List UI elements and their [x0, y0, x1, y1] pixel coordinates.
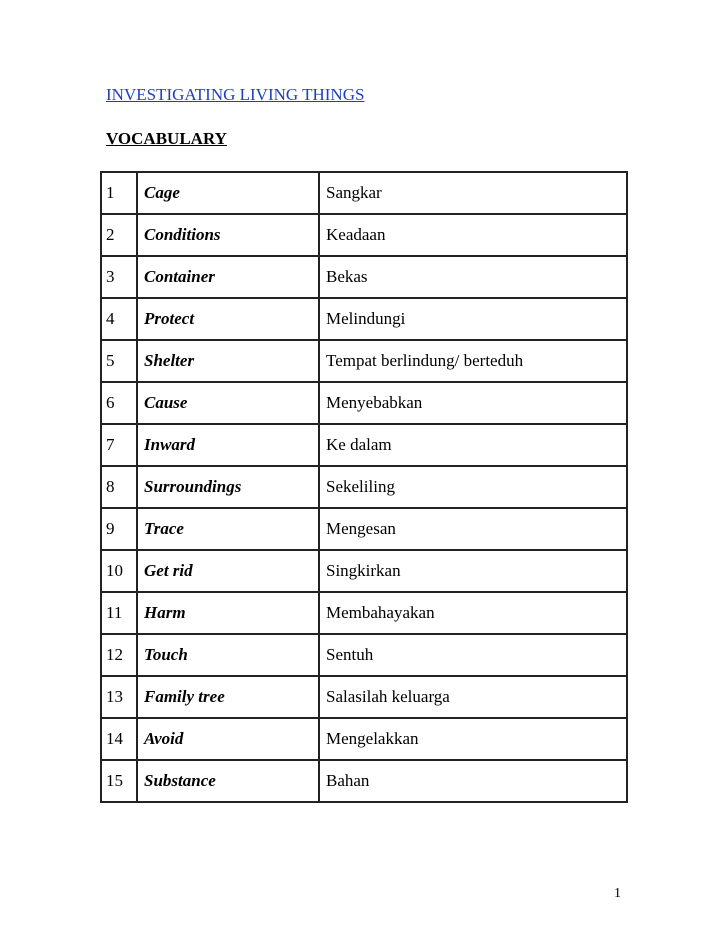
malay-translation: Bahan	[319, 760, 627, 802]
row-number: 3	[101, 256, 137, 298]
english-word: Trace	[137, 508, 319, 550]
table-row	[101, 256, 627, 298]
table-row	[101, 508, 627, 550]
table-row	[101, 172, 627, 214]
malay-translation: Sentuh	[319, 634, 627, 676]
row-number: 5	[101, 340, 137, 382]
malay-translation: Bekas	[319, 256, 627, 298]
english-word: Container	[137, 256, 319, 298]
english-word: Inward	[137, 424, 319, 466]
row-number: 4	[101, 298, 137, 340]
row-number: 10	[101, 550, 137, 592]
english-word: Get rid	[137, 550, 319, 592]
malay-translation: Membahayakan	[319, 592, 627, 634]
row-number: 7	[101, 424, 137, 466]
english-word: Avoid	[137, 718, 319, 760]
malay-translation: Singkirkan	[319, 550, 627, 592]
malay-translation: Mengelakkan	[319, 718, 627, 760]
table-row	[101, 718, 627, 760]
english-word: Conditions	[137, 214, 319, 256]
table-row	[101, 382, 627, 424]
english-word: Touch	[137, 634, 319, 676]
table-row	[101, 676, 627, 718]
table-row	[101, 760, 627, 802]
table-row	[101, 550, 627, 592]
malay-translation: Menyebabkan	[319, 382, 627, 424]
malay-translation: Mengesan	[319, 508, 627, 550]
english-word: Protect	[137, 298, 319, 340]
english-word: Cage	[137, 172, 319, 214]
table-row	[101, 424, 627, 466]
malay-translation: Keadaan	[319, 214, 627, 256]
english-word: Harm	[137, 592, 319, 634]
english-word: Cause	[137, 382, 319, 424]
row-number: 13	[101, 676, 137, 718]
page-number: 1	[614, 886, 621, 901]
document-title: INVESTIGATING LIVING THINGS	[106, 85, 365, 104]
row-number: 2	[101, 214, 137, 256]
english-word: Substance	[137, 760, 319, 802]
row-number: 12	[101, 634, 137, 676]
english-word: Family tree	[137, 676, 319, 718]
malay-translation: Melindungi	[319, 298, 627, 340]
english-word: Surroundings	[137, 466, 319, 508]
malay-translation: Sangkar	[319, 172, 627, 214]
section-heading: VOCABULARY	[106, 129, 227, 148]
row-number: 6	[101, 382, 137, 424]
row-number: 14	[101, 718, 137, 760]
english-word: Shelter	[137, 340, 319, 382]
table-row	[101, 634, 627, 676]
table-row	[101, 466, 627, 508]
table-row	[101, 340, 627, 382]
malay-translation: Sekeliling	[319, 466, 627, 508]
row-number: 9	[101, 508, 137, 550]
row-number: 15	[101, 760, 137, 802]
malay-translation: Ke dalam	[319, 424, 627, 466]
row-number: 11	[101, 592, 137, 634]
row-number: 8	[101, 466, 137, 508]
malay-translation: Salasilah keluarga	[319, 676, 627, 718]
table-row	[101, 298, 627, 340]
table-row	[101, 214, 627, 256]
row-number: 1	[101, 172, 137, 214]
vocabulary-table	[100, 171, 628, 803]
malay-translation: Tempat berlindung/ berteduh	[319, 340, 627, 382]
table-row	[101, 592, 627, 634]
